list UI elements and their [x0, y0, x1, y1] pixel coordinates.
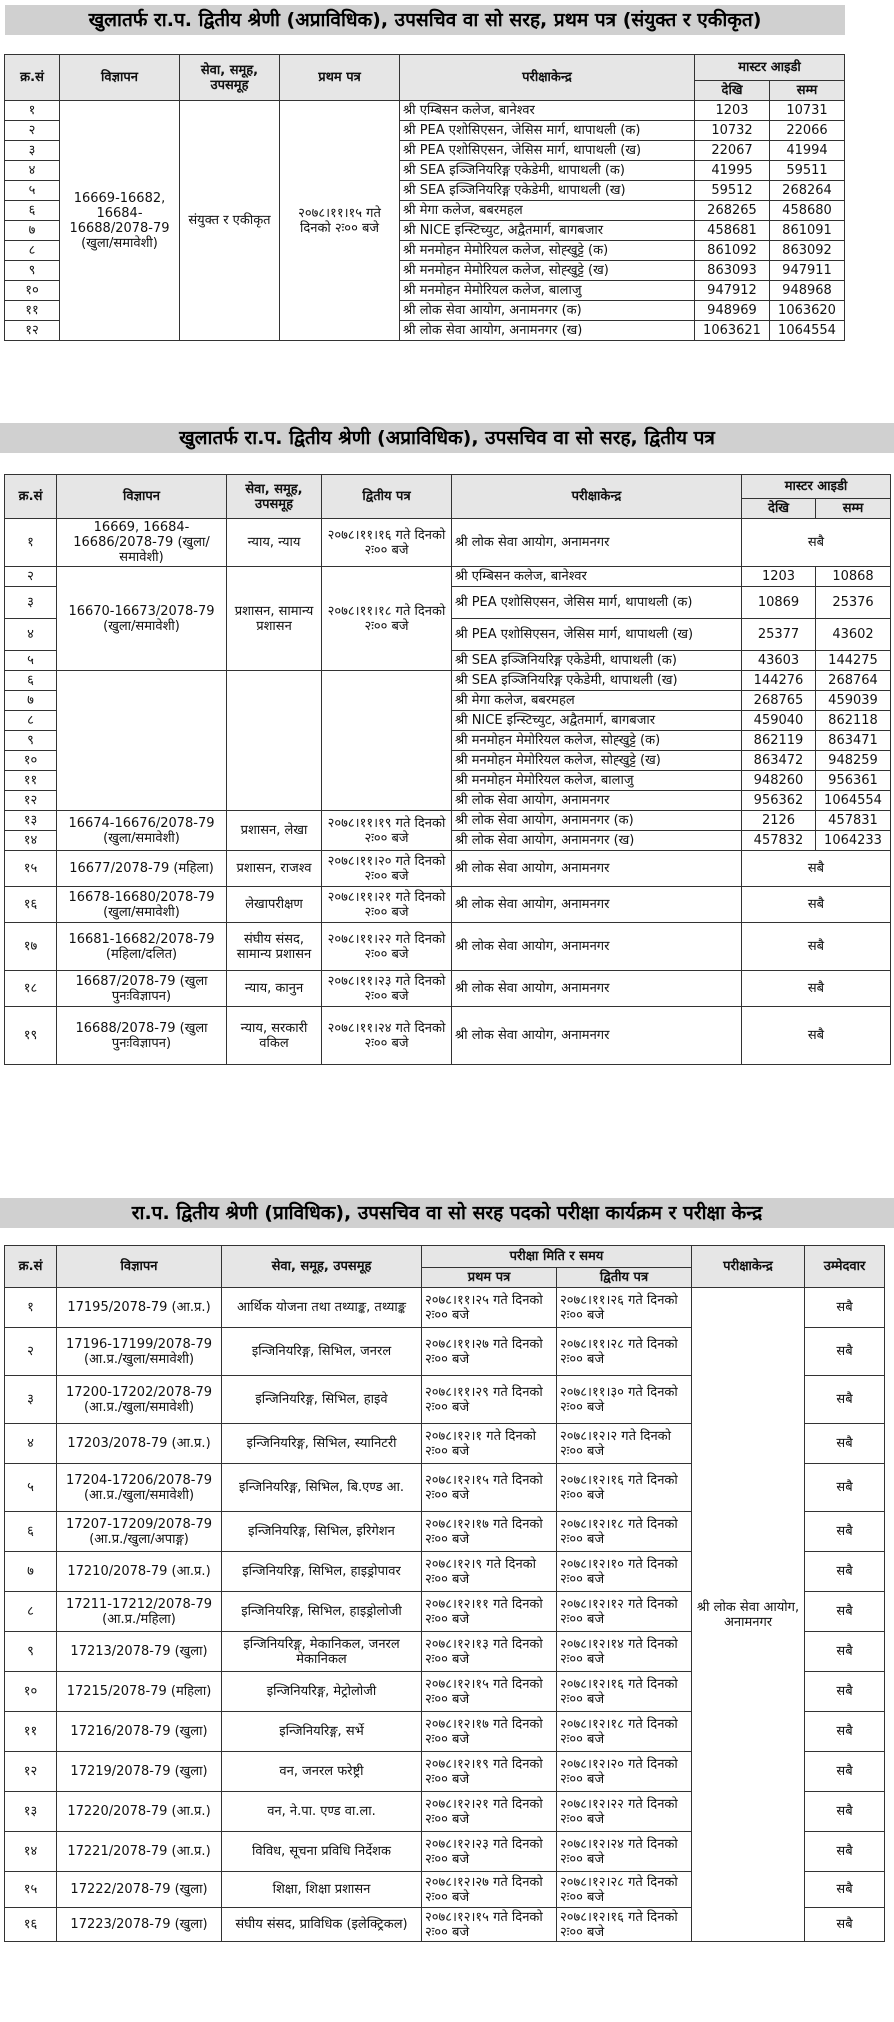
- ad-cell: 17207-17209/2078-79 (आ.प्र./खुला/अपाङ्ग): [57, 1512, 222, 1552]
- ad-cell: 17221/2078-79 (आ.प्र.): [57, 1832, 222, 1872]
- service-cell: वन, जनरल फरेष्ट्री: [222, 1752, 422, 1792]
- sn-cell: ६: [5, 1512, 57, 1552]
- sn-cell: १७: [5, 923, 57, 971]
- master-id-from: 948260: [742, 771, 816, 791]
- sn-cell: १३: [5, 811, 57, 831]
- exam-center-cell: श्री SEA इञ्जिनियरिङ्ग एकेडेमी, थापाथली (क): [400, 161, 695, 181]
- exam-center-cell: श्री मनमोहन मेमोरियल कलेज, बालाजु: [452, 771, 742, 791]
- master-id-from: 25377: [742, 619, 816, 651]
- sn-cell: १०: [5, 281, 60, 301]
- table-row: [5, 811, 891, 831]
- second-paper-date-cell: २०७८।१२।१२ गते दिनको २ः०० बजे: [557, 1592, 692, 1632]
- all-cell: सबै: [742, 1007, 891, 1065]
- candidate-cell: सबै: [805, 1592, 885, 1632]
- section-title: खुलातर्फ रा.प. द्वितीय श्रेणी (अप्राविधिक), उपसचिव वा सो सरह, प्रथम पत्र (संयुक्त र एकीकृत): [5, 5, 845, 35]
- master-id-to: 10731: [770, 101, 845, 121]
- header-sn: क्र.सं: [5, 1246, 57, 1288]
- all-cell: सबै: [742, 923, 891, 971]
- ad-cell: 16669-16682, 16684-16688/2078-79 (खुला/समावेशी): [60, 101, 180, 341]
- candidate-cell: सबै: [805, 1712, 885, 1752]
- header-sn: क्र.सं: [5, 475, 57, 519]
- service-cell: लेखापरीक्षण: [227, 887, 322, 923]
- ad-cell: 17203/2078-79 (आ.प्र.): [57, 1424, 222, 1464]
- service-cell: शिक्षा, शिक्षा प्रशासन: [222, 1872, 422, 1908]
- service-cell: संघीय संसद, सामान्य प्रशासन: [227, 923, 322, 971]
- sn-cell: १: [5, 1288, 57, 1328]
- sn-cell: १२: [5, 791, 57, 811]
- ad-cell: 17210/2078-79 (आ.प्र.): [57, 1552, 222, 1592]
- exam-center-cell: श्री लोक सेवा आयोग, अनामनगर: [452, 887, 742, 923]
- candidate-cell: सबै: [805, 1752, 885, 1792]
- service-cell: इन्जिनियरिङ्ग, सिभिल, इरिगेशन: [222, 1512, 422, 1552]
- service-cell: प्रशासन, राजश्व: [227, 851, 322, 887]
- sn-cell: १६: [5, 1908, 57, 1942]
- sn-cell: ३: [5, 141, 60, 161]
- sn-cell: ११: [5, 771, 57, 791]
- master-id-to: 863092: [770, 241, 845, 261]
- master-id-from: 10732: [695, 121, 770, 141]
- master-id-from: 2126: [742, 811, 816, 831]
- ad-cell: 17204-17206/2078-79 (आ.प्र./खुला/समावेशी): [57, 1464, 222, 1512]
- second-paper-date-cell: २०७८।११।२६ गते दिनको २ः०० बजे: [557, 1288, 692, 1328]
- master-id-to: 863471: [816, 731, 891, 751]
- sn-cell: ५: [5, 181, 60, 201]
- second-paper-date-cell: २०७८।१२।१८ गते दिनको २ः०० बजे: [557, 1712, 692, 1752]
- first-paper-date-cell: २०७८।१२।२३ गते दिनको २ः०० बजे: [422, 1832, 557, 1872]
- master-id-from: 22067: [695, 141, 770, 161]
- exam-center-cell: श्री लोक सेवा आयोग, अनामनगर (क): [400, 301, 695, 321]
- master-id-from: 59512: [695, 181, 770, 201]
- exam-center-cell: श्री SEA इञ्जिनियरिङ्ग एकेडेमी, थापाथली (ख): [452, 671, 742, 691]
- master-id-to: 1064554: [816, 791, 891, 811]
- sn-cell: ८: [5, 1592, 57, 1632]
- service-cell: इन्जिनियरिङ्ग, सिभिल, जनरल: [222, 1328, 422, 1376]
- paper-date-cell: २०७८।११।२४ गते दिनको २ः०० बजे: [322, 1007, 452, 1065]
- service-cell: इन्जिनियरिङ्ग, सिभिल, हाइवे: [222, 1376, 422, 1424]
- master-id-from: 863472: [742, 751, 816, 771]
- service-cell: संघीय संसद, प्राविधिक (इलेक्ट्रिकल): [222, 1908, 422, 1942]
- master-id-to: 1064554: [770, 321, 845, 341]
- table-row: [5, 851, 891, 887]
- first-paper-date-cell: २०७८।११।२९ गते दिनको २ः०० बजे: [422, 1376, 557, 1424]
- second-paper-date-cell: २०७८।१२।२ गते दिनको २ः०० बजे: [557, 1424, 692, 1464]
- table-row: [5, 923, 891, 971]
- section-title: रा.प. द्वितीय श्रेणी (प्राविधिक), उपसचिव वा सो सरह पदको परीक्षा कार्यक्रम र परीक्षा केन्द्र: [0, 1198, 894, 1228]
- first-paper-date-cell: २०७८।१२।१५ गते दिनको २ः०० बजे: [422, 1672, 557, 1712]
- master-id-from: 956362: [742, 791, 816, 811]
- service-cell: न्याय, सरकारी वकिल: [227, 1007, 322, 1065]
- candidate-cell: सबै: [805, 1424, 885, 1464]
- header-center: परीक्षाकेन्द्र: [452, 475, 742, 519]
- candidate-cell: सबै: [805, 1512, 885, 1552]
- section-second-paper: [0, 420, 894, 1195]
- sn-cell: ८: [5, 241, 60, 261]
- service-cell: इन्जिनियरिङ्ग, सर्भे: [222, 1712, 422, 1752]
- service-cell: इन्जिनियरिङ्ग, सिभिल, बि.एण्ड आ.: [222, 1464, 422, 1512]
- exam-center-cell: श्री मेगा कलेज, बबरमहल: [452, 691, 742, 711]
- master-id-to: 956361: [816, 771, 891, 791]
- master-id-to: 459039: [816, 691, 891, 711]
- master-id-from: 947912: [695, 281, 770, 301]
- master-id-to: 22066: [770, 121, 845, 141]
- exam-center-cell: श्री लोक सेवा आयोग, अनामनगर: [452, 971, 742, 1007]
- service-cell: न्याय, न्याय: [227, 519, 322, 567]
- sn-cell: १४: [5, 1832, 57, 1872]
- section-title: खुलातर्फ रा.प. द्वितीय श्रेणी (अप्राविधिक), उपसचिव वा सो सरह, द्वितीय पत्र: [0, 423, 894, 453]
- candidate-cell: सबै: [805, 1672, 885, 1712]
- continuation-cell: [227, 671, 322, 811]
- table-row: [5, 567, 891, 587]
- second-paper-date-cell: २०७८।१२।२२ गते दिनको २ः०० बजे: [557, 1792, 692, 1832]
- master-id-from: 1063621: [695, 321, 770, 341]
- exam-center-cell: श्री NICE इन्स्टिच्युट, अद्वैतमार्ग, बागबजार: [400, 221, 695, 241]
- sn-cell: १५: [5, 1872, 57, 1908]
- master-id-to: 948968: [770, 281, 845, 301]
- master-id-to: 947911: [770, 261, 845, 281]
- candidate-cell: सबै: [805, 1376, 885, 1424]
- header-svc: सेवा, समूह, उपसमूह: [227, 475, 322, 519]
- exam-center-cell: श्री SEA इञ्जिनियरिङ्ग एकेडेमी, थापाथली (ख): [400, 181, 695, 201]
- header-svc: सेवा, समूह, उपसमूह: [180, 55, 280, 101]
- ad-cell: 16678-16680/2078-79 (खुला/समावेशी): [57, 887, 227, 923]
- master-id-to: 268264: [770, 181, 845, 201]
- second-paper-date-cell: २०७८।१२।१६ गते दिनको २ः०० बजे: [557, 1464, 692, 1512]
- ad-cell: 17200-17202/2078-79 (आ.प्र./खुला/समावेशी): [57, 1376, 222, 1424]
- technical-table: [4, 1245, 885, 1942]
- ad-cell: 16670-16673/2078-79 (खुला/समावेशी): [57, 567, 227, 671]
- ad-cell: 17215/2078-79 (महिला): [57, 1672, 222, 1712]
- exam-center-cell: श्री SEA इञ्जिनियरिङ्ग एकेडेमी, थापाथली (क): [452, 651, 742, 671]
- master-id-to: 1063620: [770, 301, 845, 321]
- service-cell: इन्जिनियरिङ्ग, सिभिल, स्यानिटरी: [222, 1424, 422, 1464]
- header-master-id: मास्टर आइडी: [742, 475, 891, 499]
- first-paper-date-cell: २०७८।१२।१ गते दिनको २ः०० बजे: [422, 1424, 557, 1464]
- second-paper-date-cell: २०७८।१२।२४ गते दिनको २ः०० बजे: [557, 1832, 692, 1872]
- service-cell: इन्जिनियरिङ्ग, मेट्रोलोजी: [222, 1672, 422, 1712]
- header-candidate: उम्मेदवार: [805, 1246, 885, 1288]
- exam-center-cell: श्री PEA एशोसिएसन, जेसिस मार्ग, थापाथली (क): [452, 587, 742, 619]
- exam-center-cell: श्री मनमोहन मेमोरियल कलेज, सोह्खुट्टे (क): [452, 731, 742, 751]
- master-id-from: 1203: [695, 101, 770, 121]
- ad-cell: 16674-16676/2078-79 (खुला/समावेशी): [57, 811, 227, 851]
- candidate-cell: सबै: [805, 1908, 885, 1942]
- sn-cell: १५: [5, 851, 57, 887]
- second-paper-date-cell: २०७८।१२।१६ गते दिनको २ः०० बजे: [557, 1908, 692, 1942]
- master-id-from: 41995: [695, 161, 770, 181]
- candidate-cell: सबै: [805, 1792, 885, 1832]
- master-id-from: 1203: [742, 567, 816, 587]
- service-cell: इन्जिनियरिङ्ग, मेकानिकल, जनरल मेकानिकल: [222, 1632, 422, 1672]
- paper-date-cell: २०७८।११।२१ गते दिनको २ः०० बजे: [322, 887, 452, 923]
- candidate-cell: सबै: [805, 1552, 885, 1592]
- sn-cell: १: [5, 519, 57, 567]
- first-paper-date-cell: २०७८।११।२७ गते दिनको २ः०० बजे: [422, 1328, 557, 1376]
- first-paper-date-cell: २०७८।१२।२१ गते दिनको २ः०० बजे: [422, 1792, 557, 1832]
- section-first-paper: [0, 0, 894, 420]
- table-row: [5, 101, 845, 121]
- ad-cell: 17195/2078-79 (आ.प्र.): [57, 1288, 222, 1328]
- header-paper: द्वितीय पत्र: [322, 475, 452, 519]
- paper-date-cell: २०७८।११।१५ गते दिनको २ः०० बजे: [280, 101, 400, 341]
- header-master-id: मास्टर आइडी: [695, 55, 845, 81]
- service-cell: आर्थिक योजना तथा तथ्याङ्क, तथ्याङ्क: [222, 1288, 422, 1328]
- section-technical: [0, 1195, 894, 2022]
- first-paper-date-cell: २०७८।१२।१५ गते दिनको २ः०० बजे: [422, 1908, 557, 1942]
- exam-center-cell: श्री PEA एशोसिएसन, जेसिस मार्ग, थापाथली (ख): [400, 141, 695, 161]
- first-paper-date-cell: २०७८।१२।१३ गते दिनको २ः०० बजे: [422, 1632, 557, 1672]
- exam-center-cell: श्री मनमोहन मेमोरियल कलेज, सोह्खुट्टे (ख): [400, 261, 695, 281]
- header-center: परीक्षाकेन्द्र: [400, 55, 695, 101]
- master-id-to: 41994: [770, 141, 845, 161]
- sn-cell: १६: [5, 887, 57, 923]
- master-id-from: 863093: [695, 261, 770, 281]
- first-paper-date-cell: २०७८।१२।९ गते दिनको २ः०० बजे: [422, 1552, 557, 1592]
- second-paper-date-cell: २०७८।१२।१० गते दिनको २ः०० बजे: [557, 1552, 692, 1592]
- sn-cell: १९: [5, 1007, 57, 1065]
- master-id-to: 1064233: [816, 831, 891, 851]
- ad-cell: 16669, 16684-16686/2078-79 (खुला/समावेशी): [57, 519, 227, 567]
- master-id-from: 458681: [695, 221, 770, 241]
- service-cell: न्याय, कानुन: [227, 971, 322, 1007]
- header-to: सम्म: [816, 499, 891, 519]
- header-datetime: परीक्षा मिति र समय: [422, 1246, 692, 1268]
- master-id-from: 457832: [742, 831, 816, 851]
- second-paper-table: [4, 474, 891, 1065]
- master-id-to: 268764: [816, 671, 891, 691]
- sn-cell: ५: [5, 651, 57, 671]
- second-paper-date-cell: २०७८।१२।१४ गते दिनको २ः०० बजे: [557, 1632, 692, 1672]
- service-cell: प्रशासन, लेखा: [227, 811, 322, 851]
- exam-center-cell: श्री PEA एशोसिएसन, जेसिस मार्ग, थापाथली (क): [400, 121, 695, 141]
- ad-cell: 17196-17199/2078-79 (आ.प्र./खुला/समावेशी): [57, 1328, 222, 1376]
- sn-cell: ६: [5, 671, 57, 691]
- continuation-cell: [57, 671, 227, 811]
- sn-cell: ७: [5, 221, 60, 241]
- exam-center-cell: श्री मनमोहन मेमोरियल कलेज, सोह्खुट्टे (ख): [452, 751, 742, 771]
- exam-center-cell: श्री लोक सेवा आयोग, अनामनगर: [452, 1007, 742, 1065]
- master-id-from: 948969: [695, 301, 770, 321]
- exam-center-cell: श्री मेगा कलेज, बबरमहल: [400, 201, 695, 221]
- master-id-to: 458680: [770, 201, 845, 221]
- master-id-to: 144275: [816, 651, 891, 671]
- paper-date-cell: २०७८।११।१९ गते दिनको २ः०० बजे: [322, 811, 452, 851]
- ad-cell: 17222/2078-79 (खुला): [57, 1872, 222, 1908]
- continuation-cell: [322, 671, 452, 811]
- header-to: सम्म: [770, 81, 845, 101]
- ad-cell: 17220/2078-79 (आ.प्र.): [57, 1792, 222, 1832]
- sn-cell: १०: [5, 1672, 57, 1712]
- sn-cell: ५: [5, 1464, 57, 1512]
- sn-cell: २: [5, 1328, 57, 1376]
- sn-cell: ७: [5, 691, 57, 711]
- sn-cell: ४: [5, 619, 57, 651]
- sn-cell: ११: [5, 301, 60, 321]
- sn-cell: ९: [5, 731, 57, 751]
- first-paper-date-cell: २०७८।१२।१७ गते दिनको २ः०० बजे: [422, 1512, 557, 1552]
- sn-cell: २: [5, 567, 57, 587]
- candidate-cell: सबै: [805, 1464, 885, 1512]
- master-id-from: 10869: [742, 587, 816, 619]
- all-cell: सबै: [742, 887, 891, 923]
- exam-center-cell: श्री लोक सेवा आयोग, अनामनगर: [452, 851, 742, 887]
- sn-cell: ११: [5, 1712, 57, 1752]
- master-id-to: 862118: [816, 711, 891, 731]
- paper-date-cell: २०७८।११।२२ गते दिनको २ः०० बजे: [322, 923, 452, 971]
- candidate-cell: सबै: [805, 1832, 885, 1872]
- sn-cell: ९: [5, 261, 60, 281]
- table-row: [5, 971, 891, 1007]
- ad-cell: 16681-16682/2078-79 (महिला/दलित): [57, 923, 227, 971]
- header-paper: प्रथम पत्र: [280, 55, 400, 101]
- first-paper-date-cell: २०७८।१२।१९ गते दिनको २ः०० बजे: [422, 1752, 557, 1792]
- service-cell: इन्जिनियरिङ्ग, सिभिल, हाइड्रोपावर: [222, 1552, 422, 1592]
- master-id-from: 144276: [742, 671, 816, 691]
- paper-date-cell: २०७८।११।१८ गते दिनको २ः०० बजे: [322, 567, 452, 671]
- candidate-cell: सबै: [805, 1288, 885, 1328]
- all-cell: सबै: [742, 971, 891, 1007]
- header-ad: विज्ञापन: [57, 475, 227, 519]
- paper-date-cell: २०७८।११।१६ गते दिनको २ः०० बजे: [322, 519, 452, 567]
- table-row: [5, 671, 891, 691]
- paper-date-cell: २०७८।११।२३ गते दिनको २ः०० बजे: [322, 971, 452, 1007]
- master-id-from: 861092: [695, 241, 770, 261]
- first-paper-date-cell: २०७८।११।२५ गते दिनको २ः०० बजे: [422, 1288, 557, 1328]
- candidate-cell: सबै: [805, 1872, 885, 1908]
- exam-center-cell: श्री PEA एशोसिएसन, जेसिस मार्ग, थापाथली (ख): [452, 619, 742, 651]
- first-paper-date-cell: २०७८।१२।२७ गते दिनको २ः०० बजे: [422, 1872, 557, 1908]
- exam-center-cell: श्री लोक सेवा आयोग, अनामनगर: [452, 791, 742, 811]
- ad-cell: 17223/2078-79 (खुला): [57, 1908, 222, 1942]
- exam-center-cell: श्री लोक सेवा आयोग, अनामनगर: [452, 519, 742, 567]
- header-center: परीक्षाकेन्द्र: [692, 1246, 805, 1288]
- candidate-cell: सबै: [805, 1632, 885, 1672]
- all-cell: सबै: [742, 851, 891, 887]
- sn-cell: २: [5, 121, 60, 141]
- table-row: [5, 519, 891, 567]
- master-id-from: 459040: [742, 711, 816, 731]
- exam-center-cell: श्री लोक सेवा आयोग, अनामनगर (ख): [452, 831, 742, 851]
- master-id-to: 457831: [816, 811, 891, 831]
- second-paper-date-cell: २०७८।११।२८ गते दिनको २ः०० बजे: [557, 1328, 692, 1376]
- first-paper-date-cell: २०७८।१२।१५ गते दिनको २ः०० बजे: [422, 1464, 557, 1512]
- exam-center-cell: श्री मनमोहन मेमोरियल कलेज, बालाजु: [400, 281, 695, 301]
- header-first-paper: प्रथम पत्र: [422, 1268, 557, 1288]
- master-id-from: 268265: [695, 201, 770, 221]
- ad-cell: 17219/2078-79 (खुला): [57, 1752, 222, 1792]
- candidate-cell: सबै: [805, 1328, 885, 1376]
- table-row: [5, 887, 891, 923]
- exam-center-cell: श्री एम्बिसन कलेज, बानेश्वर: [400, 101, 695, 121]
- second-paper-date-cell: २०७८।१२।२८ गते दिनको २ः०० बजे: [557, 1872, 692, 1908]
- sn-cell: ३: [5, 1376, 57, 1424]
- exam-center-cell: श्री लोक सेवा आयोग, अनामनगर (क): [452, 811, 742, 831]
- sn-cell: ९: [5, 1632, 57, 1672]
- table-row: [5, 1288, 885, 1328]
- header-from: देखि: [742, 499, 816, 519]
- sn-cell: ४: [5, 161, 60, 181]
- table-row: [5, 1007, 891, 1065]
- master-id-to: 948259: [816, 751, 891, 771]
- service-cell: विविध, सूचना प्रविधि निर्देशक: [222, 1832, 422, 1872]
- first-paper-date-cell: २०७८।१२।११ गते दिनको २ः०० बजे: [422, 1592, 557, 1632]
- service-cell: इन्जिनियरिङ्ग, सिभिल, हाइड्रोलोजी: [222, 1592, 422, 1632]
- master-id-to: 25376: [816, 587, 891, 619]
- master-id-to: 861091: [770, 221, 845, 241]
- ad-cell: 17211-17212/2078-79 (आ.प्र./महिला): [57, 1592, 222, 1632]
- second-paper-date-cell: २०७८।१२।२० गते दिनको २ः०० बजे: [557, 1752, 692, 1792]
- master-id-from: 43603: [742, 651, 816, 671]
- header-second-paper: द्वितीय पत्र: [557, 1268, 692, 1288]
- ad-cell: 16688/2078-79 (खुला पुनःविज्ञापन): [57, 1007, 227, 1065]
- header-svc: सेवा, समूह, उपसमूह: [222, 1246, 422, 1288]
- paper-date-cell: २०७८।११।२० गते दिनको २ः०० बजे: [322, 851, 452, 887]
- ad-cell: 17213/2078-79 (खुला): [57, 1632, 222, 1672]
- sn-cell: ६: [5, 201, 60, 221]
- second-paper-date-cell: २०७८।१२।१८ गते दिनको २ः०० बजे: [557, 1512, 692, 1552]
- all-cell: सबै: [742, 519, 891, 567]
- exam-center-cell: श्री NICE इन्स्टिच्युट, अद्वैतमार्ग, बागबजार: [452, 711, 742, 731]
- sn-cell: १२: [5, 1752, 57, 1792]
- sn-cell: ८: [5, 711, 57, 731]
- sn-cell: १८: [5, 971, 57, 1007]
- ad-cell: 16677/2078-79 (महिला): [57, 851, 227, 887]
- service-cell: संयुक्त र एकीकृत: [180, 101, 280, 341]
- exam-center-cell: श्री एम्बिसन कलेज, बानेश्वर: [452, 567, 742, 587]
- service-cell: प्रशासन, सामान्य प्रशासन: [227, 567, 322, 671]
- sn-cell: १: [5, 101, 60, 121]
- master-id-to: 43602: [816, 619, 891, 651]
- master-id-to: 10868: [816, 567, 891, 587]
- header-from: देखि: [695, 81, 770, 101]
- sn-cell: १२: [5, 321, 60, 341]
- first-paper-table: [4, 54, 845, 341]
- sn-cell: १४: [5, 831, 57, 851]
- master-id-from: 862119: [742, 731, 816, 751]
- exam-center-cell: श्री लोक सेवा आयोग, अनामनगर (ख): [400, 321, 695, 341]
- master-id-from: 268765: [742, 691, 816, 711]
- header-sn: क्र.सं: [5, 55, 60, 101]
- ad-cell: 17216/2078-79 (खुला): [57, 1712, 222, 1752]
- exam-center-cell: श्री लोक सेवा आयोग, अनामनगर: [452, 923, 742, 971]
- service-cell: वन, ने.पा. एण्ड वा.ला.: [222, 1792, 422, 1832]
- exam-center-cell: श्री लोक सेवा आयोग, अनामनगर: [692, 1288, 805, 1942]
- second-paper-date-cell: २०७८।११।३० गते दिनको २ः०० बजे: [557, 1376, 692, 1424]
- header-ad: विज्ञापन: [57, 1246, 222, 1288]
- sn-cell: ७: [5, 1552, 57, 1592]
- header-ad: विज्ञापन: [60, 55, 180, 101]
- sn-cell: १०: [5, 751, 57, 771]
- master-id-to: 59511: [770, 161, 845, 181]
- sn-cell: ४: [5, 1424, 57, 1464]
- exam-center-cell: श्री मनमोहन मेमोरियल कलेज, सोह्खुट्टे (क): [400, 241, 695, 261]
- second-paper-date-cell: २०७८।१२।१६ गते दिनको २ः०० बजे: [557, 1672, 692, 1712]
- sn-cell: १३: [5, 1792, 57, 1832]
- sn-cell: ३: [5, 587, 57, 619]
- ad-cell: 16687/2078-79 (खुला पुनःविज्ञापन): [57, 971, 227, 1007]
- first-paper-date-cell: २०७८।१२।१७ गते दिनको २ः०० बजे: [422, 1712, 557, 1752]
